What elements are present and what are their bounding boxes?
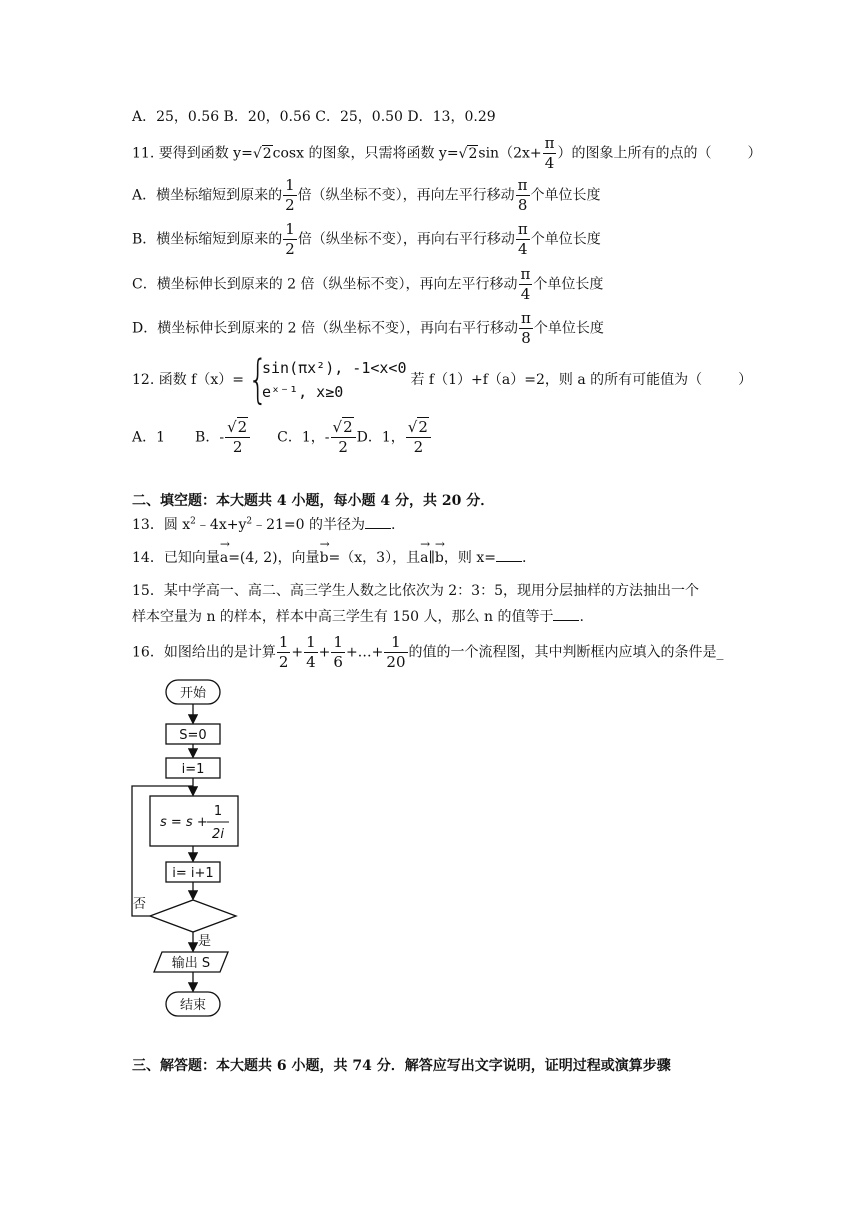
section-3-title: 三、解答题：本大题共 6 小题，共 74 分．解答应写出文字说明，证明过程或演算步骤 <box>132 1058 671 1074</box>
q11-option-a: A．横坐标缩短到原来的 $\frac{1}{2}$ 倍（纵坐标不变），再向左平行移动 $\frac{\pi}{8}$ 个单位长度 <box>132 176 601 214</box>
output-label: 输出 S <box>171 956 211 971</box>
q15-line2: 样本空量为 n 的样本，样本中高三学生有 150 人，那么 n 的值等于 . <box>132 609 584 625</box>
end-label: 结束 <box>179 998 207 1013</box>
sqrt-symbol: √2 <box>252 145 272 162</box>
update-s-numerator: 1 <box>213 804 223 819</box>
q12-stem: 12. 函数 f（x）= { sin(πx²), -1<x<0 eˣ⁻¹, x≥0 若 f（1）+f（a）=2，则 a 的所有可能值为（ ） <box>132 350 753 410</box>
q15-line1: 15．某中学高一、高二、高三学生人数之比依次为 2：3：5，现用分层抽样的方法抽出一个 <box>132 583 699 599</box>
q11-option-d: D．横坐标伸长到原来的 2 倍（纵坐标不变），再向右平行移动 $\frac{\pi}{8}$ 个单位长度 <box>132 309 604 347</box>
init-s-label: S=0 <box>179 728 207 743</box>
q11-option-b: B．横坐标缩短到原来的 $\frac{1}{2}$ 倍（纵坐标不变），再向右平行移动 $\frac{\pi}{4}$ 个单位长度 <box>132 220 601 258</box>
piecewise-function: { sin(πx²), -1<x<0 eˣ⁻¹, x≥0 <box>247 350 407 410</box>
update-s-label: s = s + <box>160 815 208 830</box>
update-s-denominator: 2i <box>212 827 224 842</box>
q10-options: A．25，0.56 B．20，0.56 C．25，0.50 D．13，0.29 <box>132 109 496 125</box>
q14: 14．已知向量→ a=(4, 2)，向量→ b=（x，3），且→ a∥→ b，则 x= . <box>132 546 526 567</box>
q16: 16．如图给出的是计算 $\frac{1}{2}$ + $\frac{1}{4}$ + $\frac{1}{6}$ +…+ $\frac{1}{20}$ 的值的一个流程图，其中判断框内应填入的条件是_ <box>132 633 724 671</box>
q11-option-c: C．横坐标伸长到原来的 2 倍（纵坐标不变），再向左平行移动 $\frac{\pi}{4}$ 个单位长度 <box>132 265 604 303</box>
yes-label: 是 <box>198 934 212 949</box>
start-label: 开始 <box>179 686 207 701</box>
increment-i-label: i= i+1 <box>172 866 214 881</box>
init-i-label: i=1 <box>181 762 205 777</box>
decision-diamond <box>150 900 236 932</box>
no-label: 否 <box>133 897 147 912</box>
q11-stem: 11. 要得到函数 y=√2cosx 的图象，只需将函数 y=√2sin（2x+ $\frac{\pi}{4}$ ）的图象上所有的点的（ ） <box>132 134 762 172</box>
flowchart <box>128 676 248 1022</box>
section-2-title: 二、填空题：本大题共 4 小题，每小题 4 分，共 20 分． <box>132 493 495 509</box>
fraction-pi-4: $\frac{\pi}{4}$ <box>544 134 555 172</box>
q13: 13．圆 $x^2﹣4x+y^2﹣21=0$ 的半径为 . <box>132 516 396 533</box>
q12-options: A．1 B．- $\frac{√2}{2}$ C．1，- $\frac{√2}{2}$ D．1， $\frac{√2}{2}$ <box>132 420 432 455</box>
